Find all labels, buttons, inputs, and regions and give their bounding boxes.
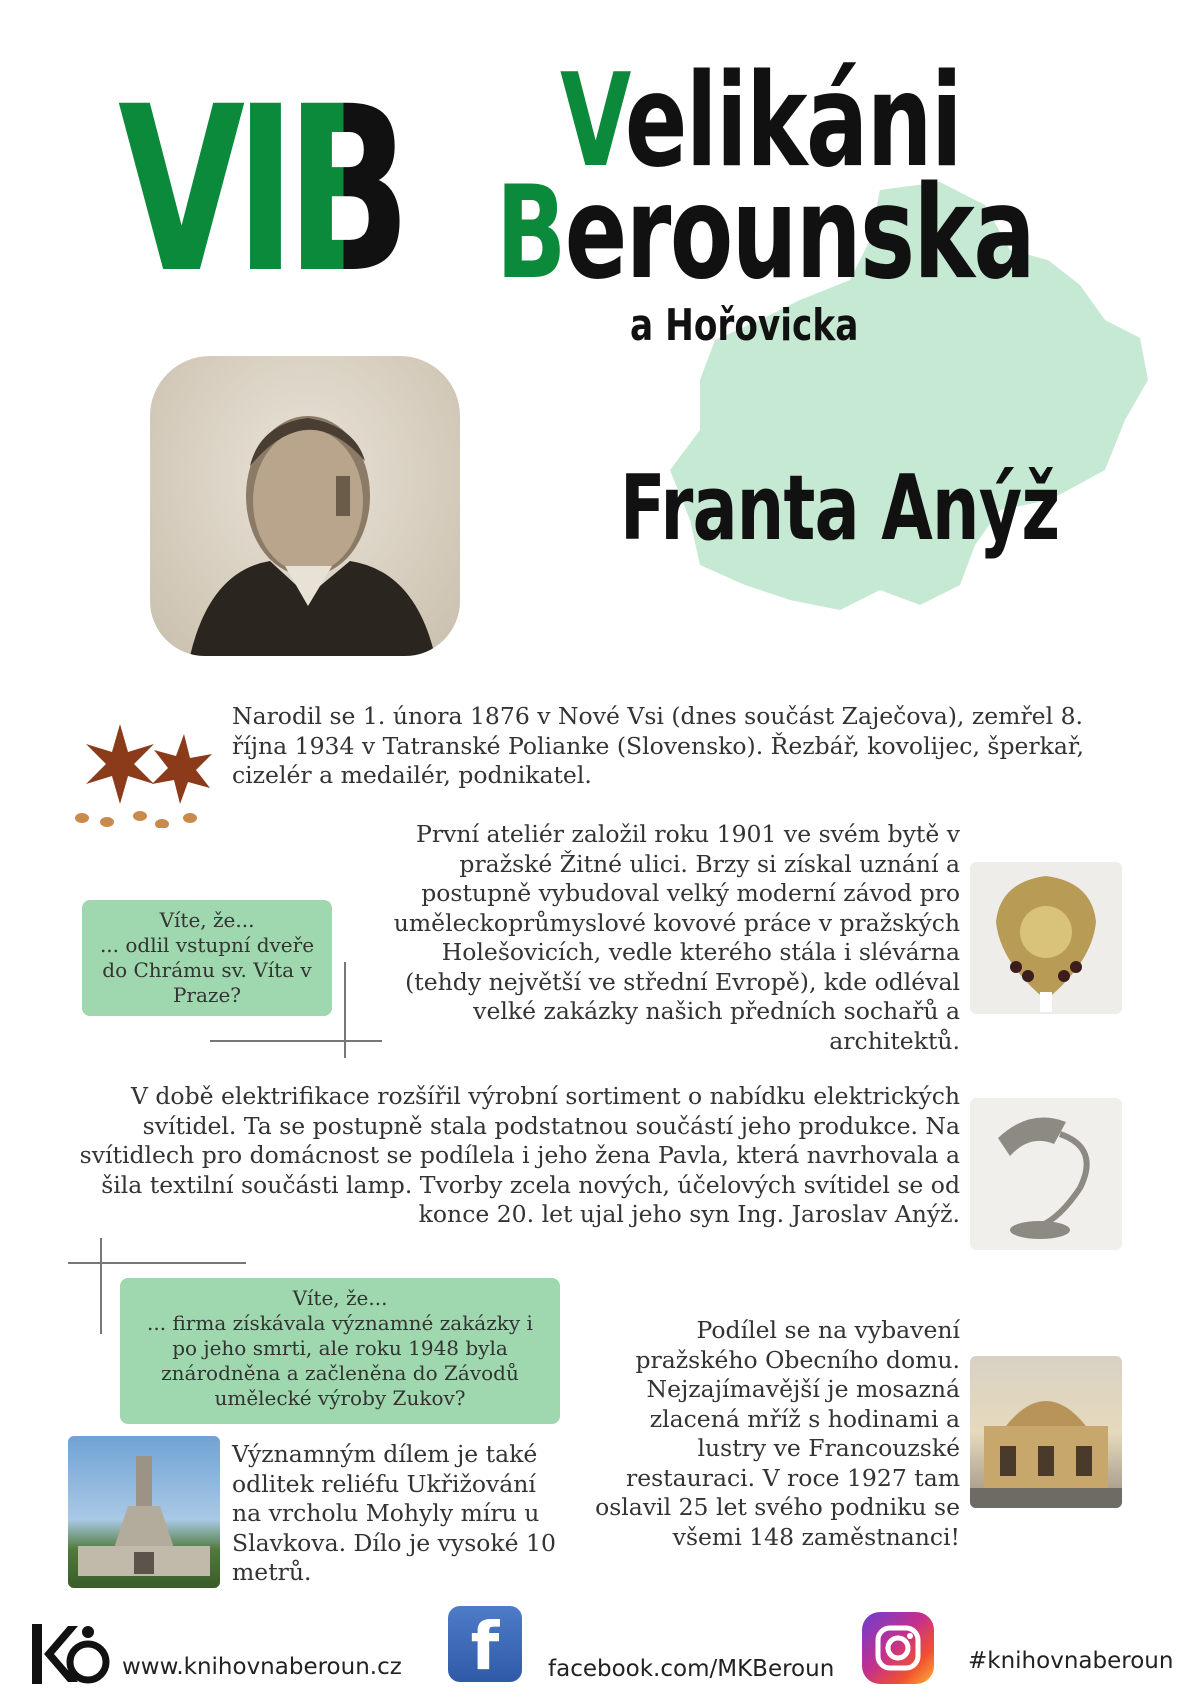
facebook-icon-glyph: f [470,1608,500,1685]
divider-line [344,962,346,1058]
website-link[interactable]: www.knihovnaberoun.cz [122,1654,402,1680]
lamp-image [970,1098,1122,1250]
brooch-image [970,862,1122,1014]
star-anise-image [62,708,222,828]
title-line-1-rest: elikáni [624,47,962,196]
fact-box-2-text: ... firma získávala významné zakázky i po jeho smrti, ale roku 1948 byla znárodněna a začleněna do Závodů umělecké výroby Zukov? [147,1311,533,1410]
subtitle: a Hořovicka [630,300,859,351]
title-line-2-rest: erounska [564,159,1035,308]
paragraph-atelier: První ateliér založil roku 1901 ve svém bytě v pražské Žitné ulici. Brzy si získal uznání a postupně vybudoval velký moderní závod pro uměleckoprůmyslové kovové práce v pražských Holešovicích, vedle kterého stála i slévárna (tehdy největší ve střední Evropě), kde odléval velké zakázky našich předních sochařů a architektů. [393,820,960,1055]
instagram-icon[interactable] [862,1612,934,1684]
fact-box-1-text: ... odlil vstupní dveře do Chrámu sv. Víta v Praze? [99,933,315,1007]
library-logo [28,1618,110,1688]
person-name: Franta Anýž [620,456,1060,561]
vip-logo-b: B [285,57,402,323]
divider-line [68,1262,246,1264]
hashtag-text: #knihovnaberoun [968,1648,1174,1674]
fact-box-1 [82,900,332,1016]
mohyla-miru-image [68,1436,220,1588]
paragraph-obecni-dum: Podílel se na vybavení pražského Obecního domu. Nejzajímavější je mosazná zlacená mříž s hodinami a lustry ve Francouzské restauraci. V roce 1927 tam oslavil 25 let svého podniku se všemi 148 zaměstnanci! [595,1316,960,1551]
title-line-2 [496,159,1035,308]
paragraph-lighting: V době elektrifikace rozšířil výrobní sortiment o nabídku elektrických svítidel. Ta se postupně stala podstatnou součástí jeho produkce. Na svítidlech pro domácnost se podílela i jeho žena Pavla, která navrhovala a šila textilní součásti lamp. Tvorby zcela nových, účelových svítidel se od konce 20. let ujal jeho syn Ing. Jaroslav Anýž. [79,1082,960,1228]
title-line-2-initial: B [496,159,565,308]
fact-box-2-title: Víte, že... [292,1286,388,1310]
vip-logo-prefix: VI [118,57,286,323]
municipal-house-image [970,1356,1122,1508]
vip-logo [118,57,402,323]
divider-line [100,1238,102,1334]
divider-line [210,1040,382,1042]
paragraph-mohyla: Významným dílem je také odlitek reliéfu Ukřižování na vrcholu Mohyly míru u Slavkova. Dílo je vysoké 10 metrů. [232,1440,556,1586]
facebook-icon[interactable] [448,1606,522,1685]
fact-box-2 [120,1278,560,1424]
paragraph-birth: Narodil se 1. února 1876 v Nové Vsi (dnes součást Zaječova), zemřel 8. října 1934 v Tatranské Polianke (Slovensko). Řezbář, kovolijec, šperkař, cizelér a medailér, podnikatel. [232,702,1085,789]
title-line-1-initial: V [560,47,625,196]
fact-box-1-title: Víte, že... [159,908,255,932]
portrait-photo [150,356,460,656]
facebook-link[interactable]: facebook.com/MKBeroun [548,1656,835,1682]
